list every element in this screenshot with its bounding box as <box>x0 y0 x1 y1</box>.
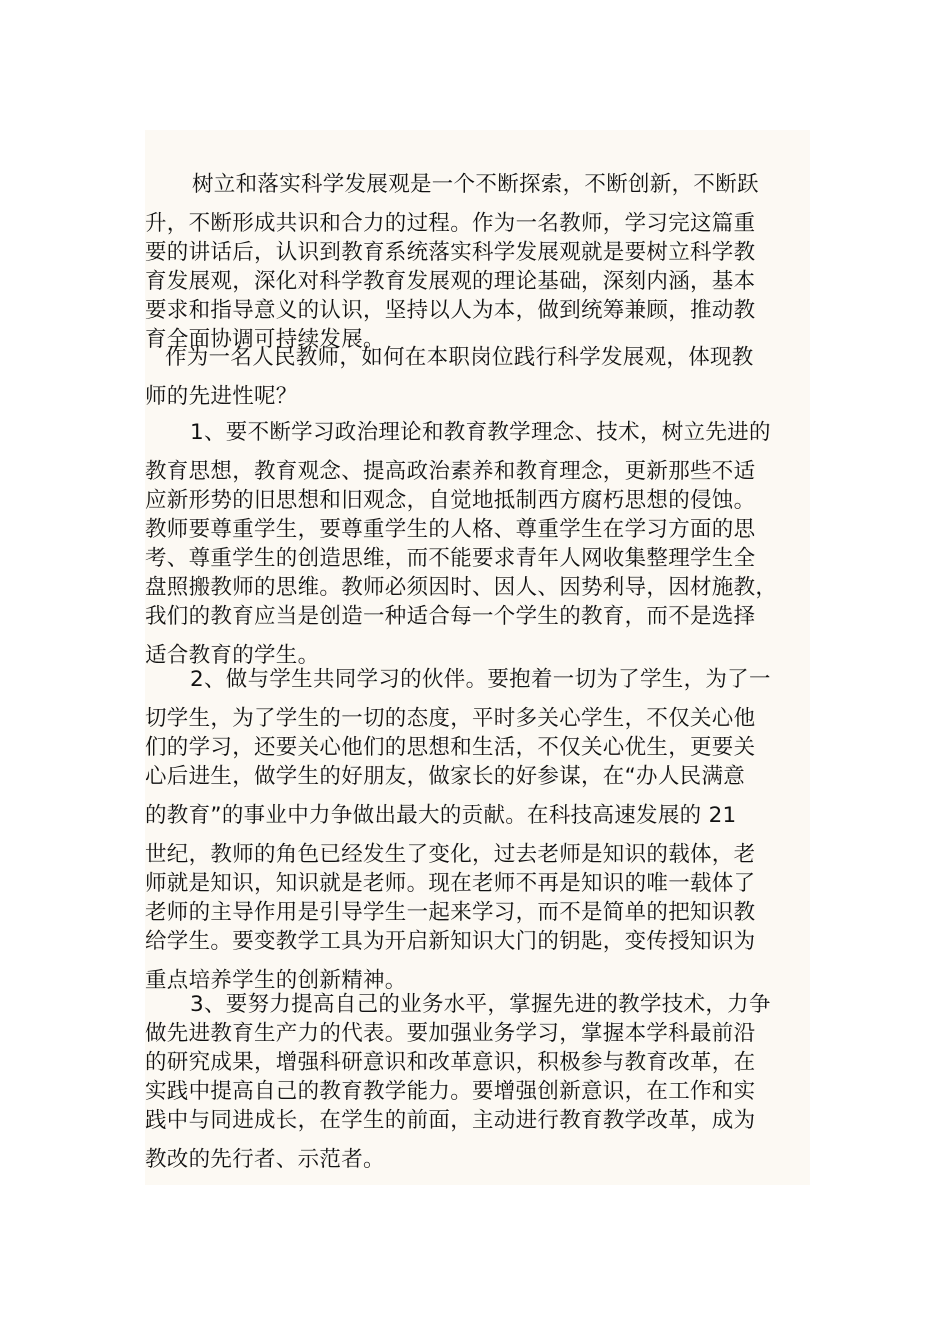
paragraph-1 <box>145 170 810 354</box>
text-line: 的教育”的事业中力争做出最大的贡献。在科技高速发展的 21 <box>145 803 737 828</box>
text-line: 应新形势的旧思想和旧观念，自觉地抵制西方腐朽思想的侵蚀。 <box>145 488 756 513</box>
text-line: 树立和落实科学发展观是一个不断探索，不断创新，不断跃 <box>192 172 759 197</box>
text-line: 师就是知识，知识就是老师。现在老师不再是知识的唯一载体了 <box>145 871 756 896</box>
text-line: 世纪，教师的角色已经发生了变化，过去老师是知识的载体，老 <box>145 842 756 867</box>
text-line: 心后进生，做学生的好朋友，做家长的好参谋，在“办人民满意 <box>145 764 746 789</box>
text-line: 重点培养学生的创新精神。 <box>145 968 407 993</box>
text-line: 教师要尊重学生，要尊重学生的人格、尊重学生在学习方面的思 <box>145 517 756 542</box>
text-line: 考、尊重学生的创造思维，而不能要求青年人网收集整理学生全 <box>145 546 756 571</box>
text-line: 升，不断形成共识和合力的过程。作为一名教师，学习完这篇重 <box>145 211 756 236</box>
text-line: 2、做与学生共同学习的伙伴。要抱着一切为了学生，为了一 <box>190 667 771 692</box>
text-line: 老师的主导作用是引导学生一起来学习，而不是简单的把知识教 <box>145 900 756 925</box>
text-line: 作为一名人民教师，如何在本职岗位践行科学发展观，体现教 <box>165 345 754 370</box>
text-line: 1、要不断学习政治理论和教育教学理念、技术，树立先进的 <box>190 420 771 445</box>
text-line: 实践中提高自己的教育教学能力。要增强创新意识，在工作和实 <box>145 1079 756 1104</box>
paragraph-4 <box>145 665 810 995</box>
text-line: 要的讲话后，认识到教育系统落实科学发展观就是要树立科学教 <box>145 240 756 265</box>
paragraph-2 <box>145 343 810 411</box>
text-line: 我们的教育应当是创造一种适合每一个学生的教育，而不是选择 <box>145 604 756 629</box>
paragraph-3 <box>145 418 810 670</box>
text-line: 适合教育的学生。 <box>145 643 320 668</box>
text-line: 做先进教育生产力的代表。要加强业务学习，掌握本学科最前沿 <box>145 1021 756 1046</box>
text-line: 的研究成果，增强科研意识和改革意识，积极参与教育改革，在 <box>145 1050 756 1075</box>
text-line: 师的先进性呢？ <box>145 384 298 409</box>
text-line: 践中与同进成长，在学生的前面，主动进行教育教学改革，成为 <box>145 1108 756 1133</box>
text-line: 教改的先行者、示范者。 <box>145 1147 385 1172</box>
text-line: 给学生。要变教学工具为开启新知识大门的钥匙，变传授知识为 <box>145 929 756 954</box>
text-line: 们的学习，还要关心他们的思想和生活，不仅关心优生，更要关 <box>145 735 756 760</box>
text-line: 盘照搬教师的思维。教师必须因时、因人、因势利导，因材施教， <box>145 575 778 600</box>
text-line: 育发展观，深化对科学教育发展观的理论基础，深刻内涵，基本 <box>145 269 756 294</box>
text-line: 3、要努力提高自己的业务水平，掌握先进的教学技术，力争 <box>190 992 771 1017</box>
text-line: 要求和指导意义的认识，坚持以人为本，做到统筹兼顾，推动教 <box>145 298 756 323</box>
text-line: 切学生，为了学生的一切的态度，平时多关心学生，不仅关心他 <box>145 706 756 731</box>
text-line: 教育思想，教育观念、提高政治素养和教育理念，更新那些不适 <box>145 459 756 484</box>
text-line: 育全面协调可持续发展。 <box>145 327 385 352</box>
paragraph-5 <box>145 990 810 1174</box>
